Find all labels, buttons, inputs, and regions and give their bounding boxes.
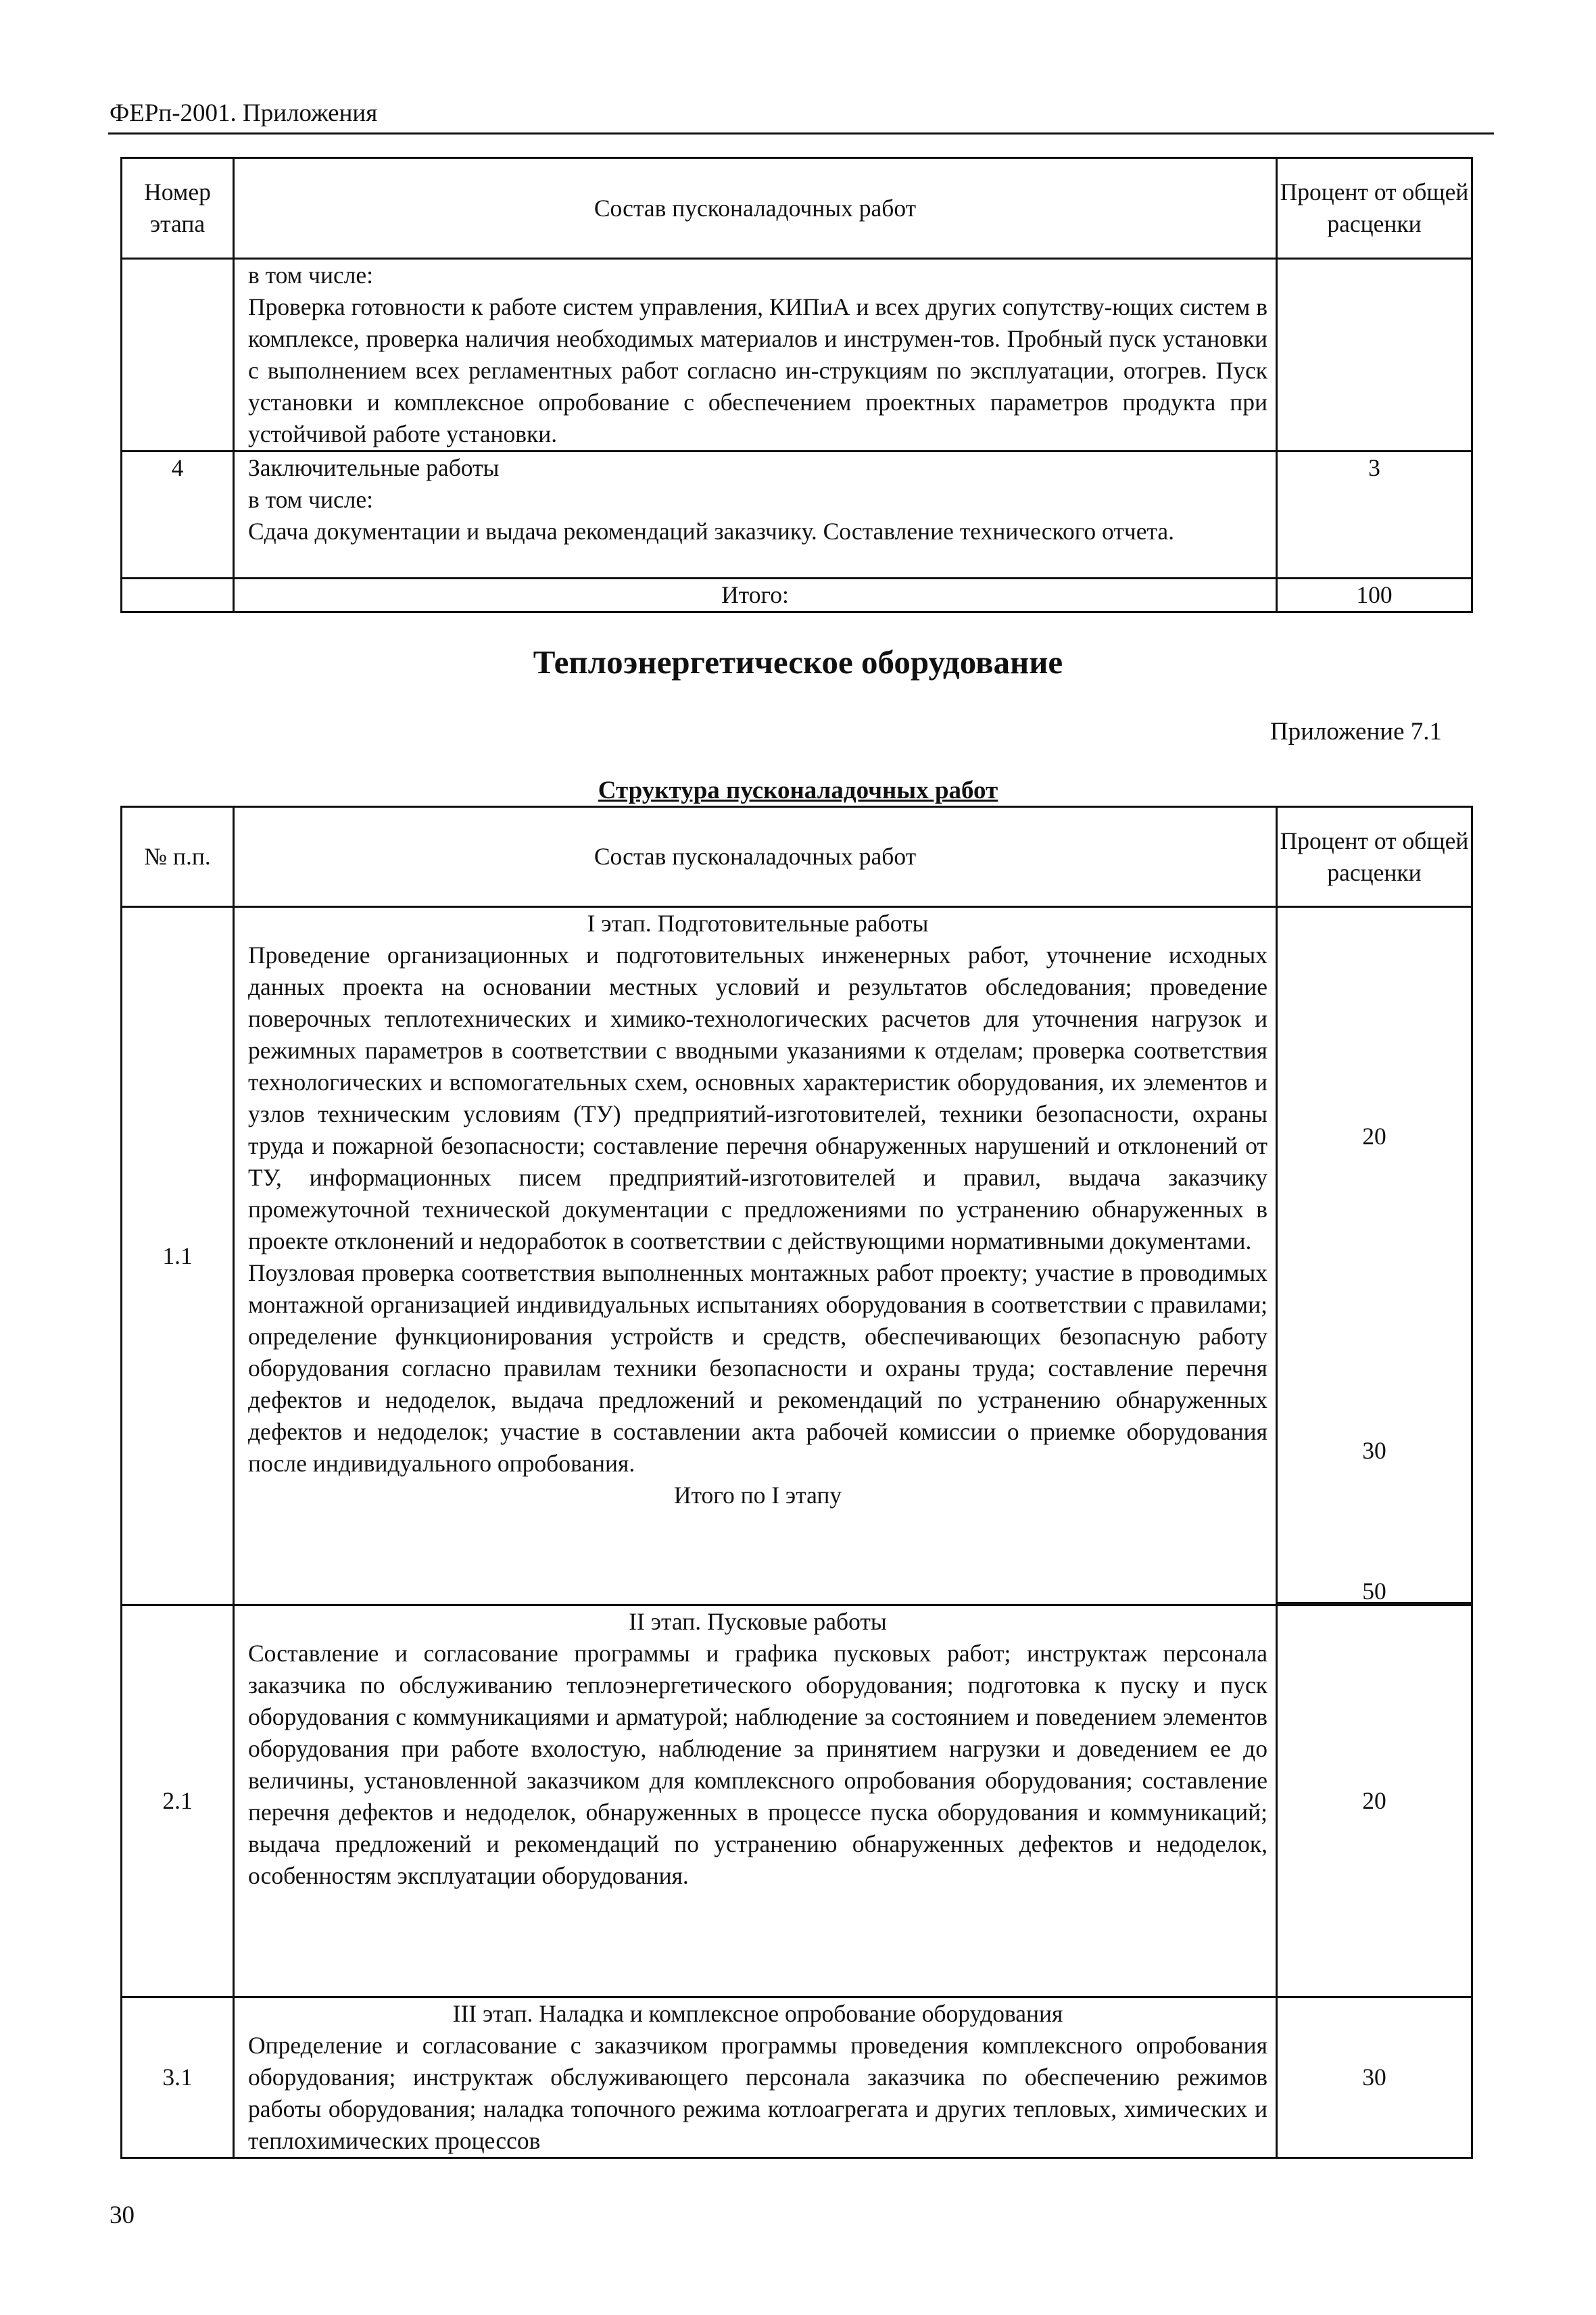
row-line: в том числе: [248, 262, 374, 289]
row-description [234, 1997, 1277, 2158]
table-caption: Структура пусконаладочных работ [598, 777, 998, 804]
item-text: Составление и согласование программы и графика пусковых работ; инструктаж персонала заказчика по обслуживанию теплоэнергетического оборудования; подготовка к пуску и пуск оборудования с коммуникациями и арматурой; наблюдение за состоянием и поведением элементов оборудования при работе вхолостую, наблюдение за принятием нагрузки и доведением ее до величины, установленной заказчиком для комплексного опробования оборудования; составление перечня дефектов и недоделок, обнаруженных в процессе пуска оборудования и коммуникаций; выдача предложений и рекомендаций по устранению обнаруженных дефектов и недоделок, особенностям эксплуатации оборудования. [248, 1640, 1267, 1889]
column-header-composition: Состав пусконаладочных работ [234, 158, 1277, 259]
row-number: 4 [122, 452, 234, 579]
stage-subtotal-value: 50 [1362, 1578, 1386, 1605]
stage-title: I этап. Подготовительные работы [587, 910, 929, 937]
row-percent [1277, 259, 1472, 452]
column-header-item-number: № п.п. [122, 807, 234, 907]
column-header-percent: Процент от общей расценки [1277, 807, 1472, 907]
table-row [122, 1605, 1472, 1997]
row-line: Проверка готовности к работе систем управления, КИПиА и всех других сопутству-ющих систем в комплексе, проверка наличия необходимых материалов и инструмен-тов. Пробный пуск установки с выполнением всех регламентных работ согласно ин-струкциям по эксплуатации, отогрев. Пуск установки и комплексное опробование с обеспечением проектных параметров продукта при устойчивой работе установки. [248, 293, 1267, 447]
stage-title: II этап. Пусковые работы [629, 1608, 887, 1635]
row-percent: 3 [1277, 452, 1472, 579]
column-header-percent: Процент от общей расценки [1277, 158, 1472, 259]
table-row [122, 259, 1472, 452]
item-text: Проведение организационных и подготовительных инженерных работ, уточнение исходных данных проекта на основании местных условий и результатов обследования; проведение поверочных теплотехнических и химико-технологических расчетов для уточнения нагрузок и режимных параметров в соответствии с вводными указаниями к отделам; проверка соответствия технологических и вспомогательных схем, основных характеристик оборудования, их элементов и узлов техническим условиям (ТУ) предприятий-изготовителей, техники безопасности, охраны труда и пожарной безопасности; составление перечня обнаруженных нарушений и отклонений от ТУ, информационных писем предприятий-изготовителей и правил, выдача заказчику промежуточной технической документации с предложениями по устранению обнаруженных в проекте отклонений и недоработок в соответствии с действующими нормативными документами. [248, 942, 1267, 1254]
row-percent: 20 [1277, 1605, 1472, 1997]
running-title: ФЕРп-2001. Приложения [110, 99, 378, 127]
row-line: Заключительные работы [248, 454, 500, 481]
total-value: 100 [1277, 579, 1472, 612]
stages-table-continued [120, 157, 1473, 613]
row-number: 3.1 [122, 1997, 234, 2158]
row-description [234, 259, 1277, 452]
row-number: 2.1 [122, 1605, 234, 1997]
stage-subtotal-label: Итого по I этапу [673, 1482, 842, 1509]
row-line: в том числе: [248, 486, 374, 513]
total-empty-cell [122, 579, 234, 612]
appendix-reference: Приложение 7.1 [1269, 718, 1442, 746]
row-percent: 30 [1277, 1997, 1472, 2158]
item-text: Определение и согласование с заказчиком программы проведения комплексного опробования оборудования; инструктаж обслуживающего персонала заказчика по обеспечению режимов работы оборудования; наладка топочного режима котлоагрегата и других тепловых, химических и теплохимических процессов [248, 2032, 1267, 2154]
header-rule [108, 132, 1494, 135]
total-label: Итого: [234, 579, 1277, 612]
row-description [234, 452, 1277, 579]
table-row [122, 907, 1472, 1603]
table-row [122, 452, 1472, 579]
section-title: Теплоэнергетическое оборудование [533, 643, 1063, 681]
row-number: 1.1 [122, 907, 234, 1605]
column-header-composition: Состав пусконаладочных работ [234, 807, 1277, 907]
row-percent: 30 [1362, 1437, 1386, 1464]
column-header-stage-number: Номер этапа [122, 158, 234, 259]
row-percent: 20 [1362, 1123, 1386, 1150]
row-description [234, 1605, 1277, 1997]
total-row [122, 579, 1472, 612]
row-number [122, 259, 234, 452]
row-description [234, 907, 1277, 1603]
row-percent-cell [1277, 907, 1472, 1603]
row-line: Сдача документации и выдача рекомендаций заказчику. Составление технического отчета. [248, 518, 1175, 545]
startup-works-structure-table [120, 806, 1473, 2159]
stage-title: III этап. Наладка и комплексное опробование оборудования [452, 2000, 1063, 2027]
page-number: 30 [110, 2201, 135, 2229]
table-row [122, 1997, 1472, 2158]
item-text: Поузловая проверка соответствия выполненных монтажных работ проекту; участие в проводимых монтажной организацией индивидуальных испытаниях оборудования в соответствии с правилами; определение функционирования устройств и средств, обеспечивающих безопасную работу оборудования согласно правилам техники безопасности и охраны труда; составление перечня дефектов и недоделок, выдача предложений и рекомендаций по устранению обнаруженных дефектов и недоделок; участие в составлении акта рабочей комиссии о приемке оборудования после индивидуального опробования. [248, 1259, 1267, 1477]
